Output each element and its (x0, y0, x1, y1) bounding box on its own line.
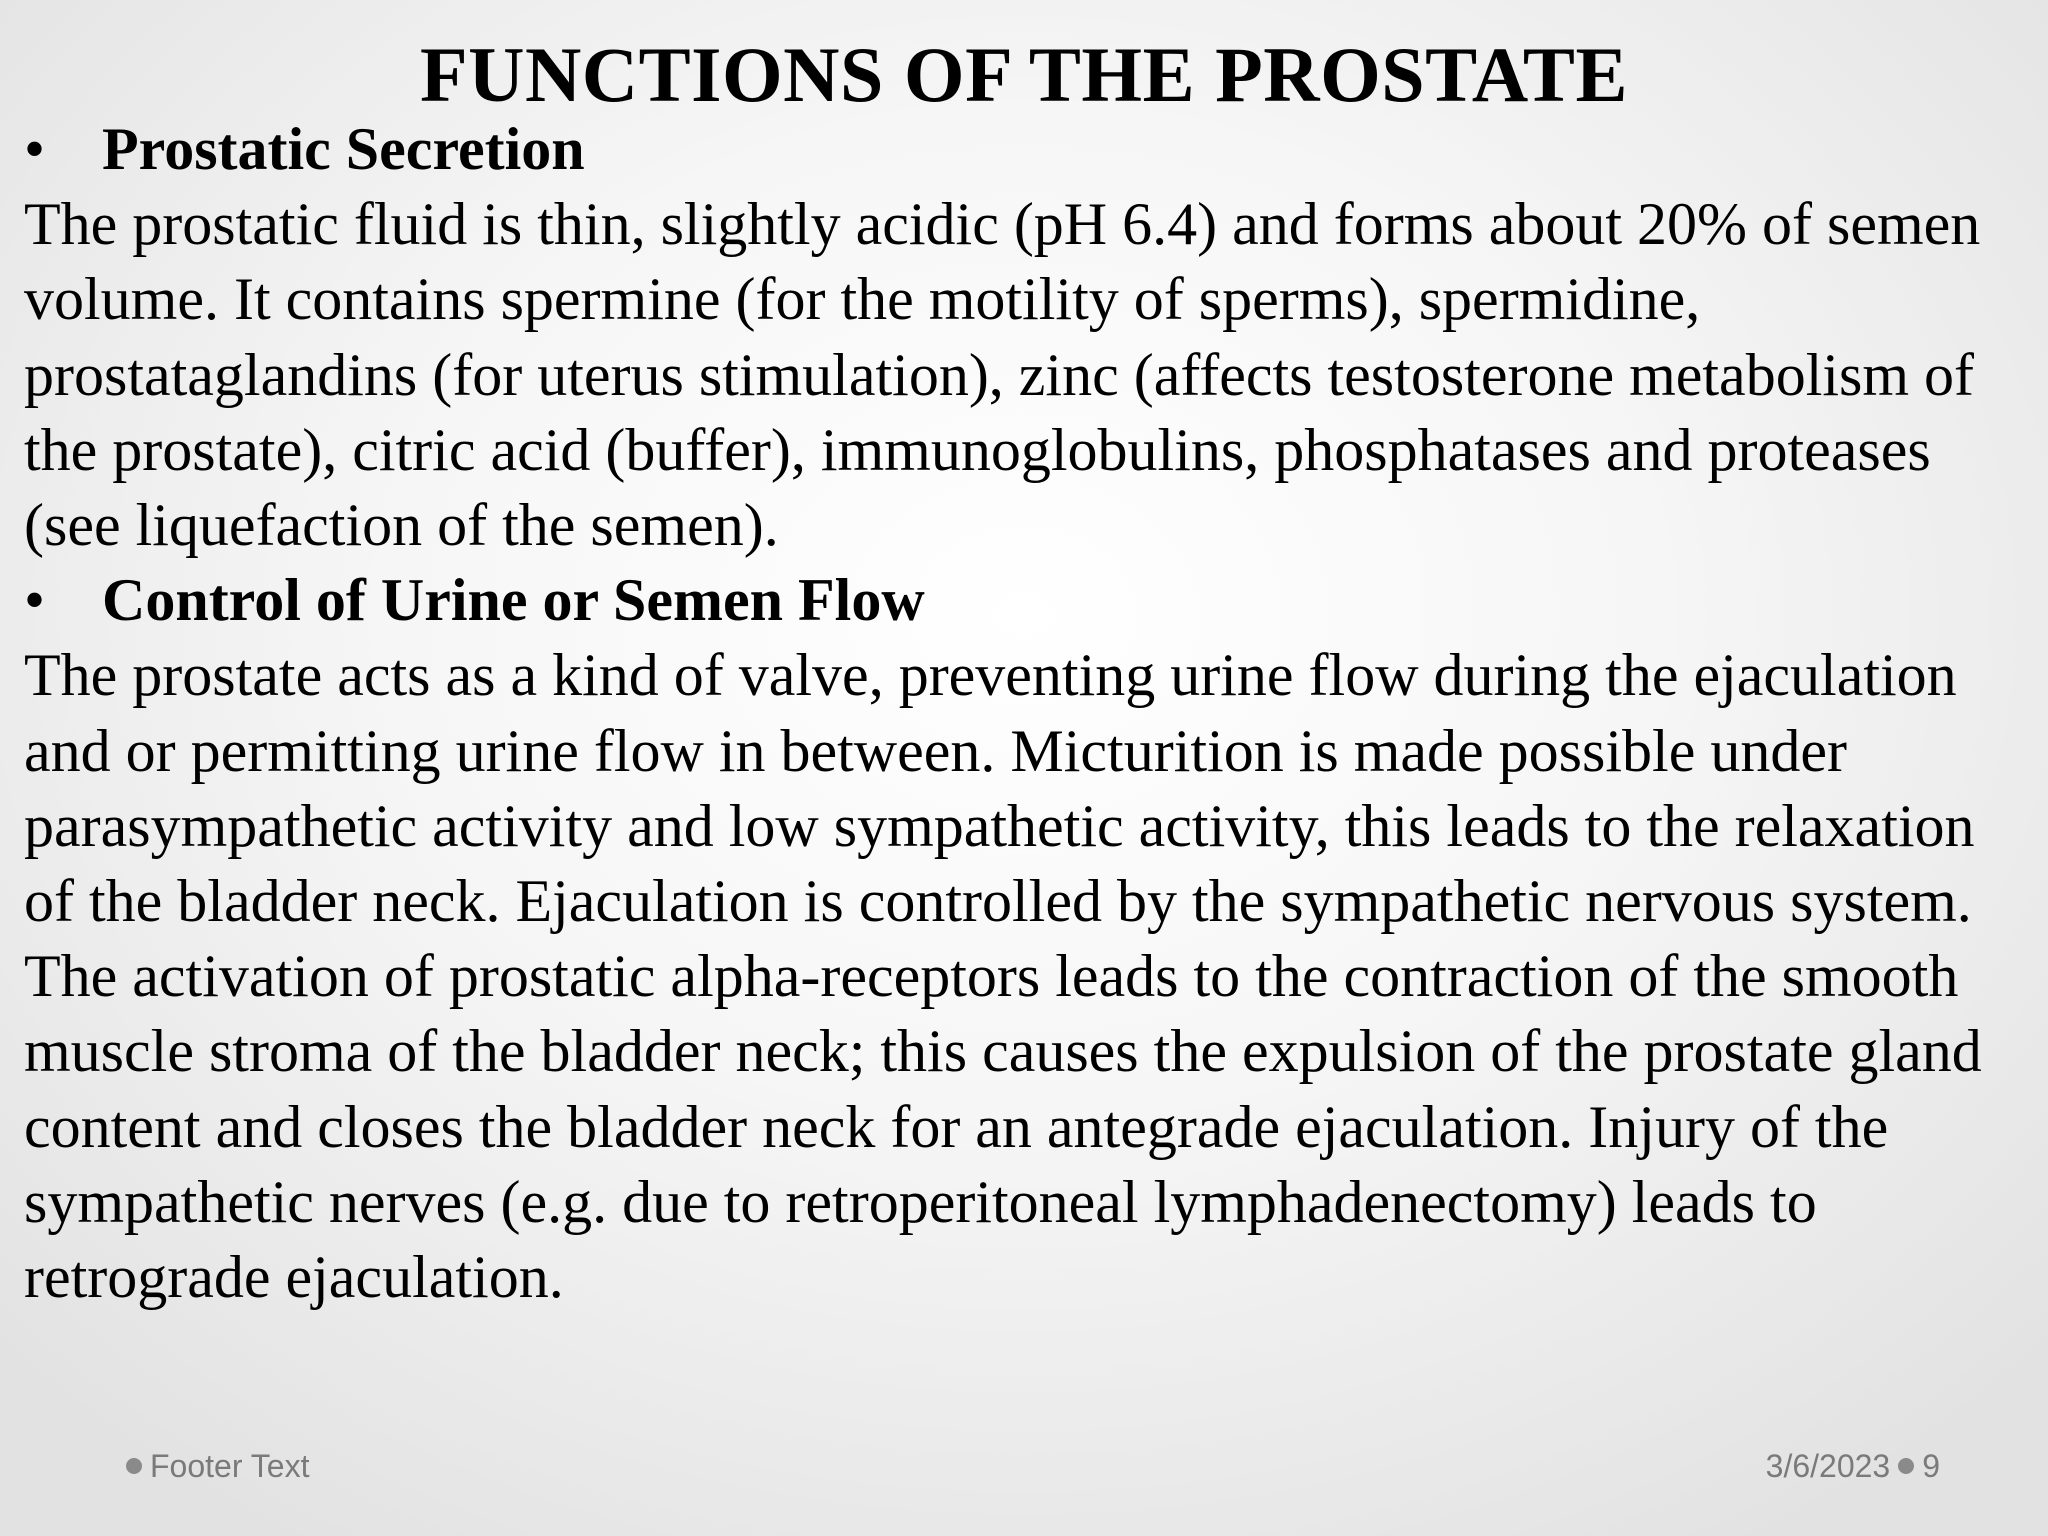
slide-number: 9 (1922, 1448, 1940, 1484)
section-heading-text: Control of Urine or Semen Flow (102, 567, 925, 634)
section-body-prostatic-secretion: The prostatic fluid is thin, slightly acidic (pH 6.4) and forms about 20% of semen volume. It contains spermine (for the motility of sperms), spermidine, prostataglandins (for uterus stimulation), zinc (affects testosterone metabolism of the prostate), citric acid (buffer), immunoglobulins, phosphatases and proteases (see liquefaction of the semen). (24, 191, 1981, 559)
section-heading-prostatic-secretion (24, 112, 2034, 187)
slide-title: FUNCTIONS OF THE PROSTATE (420, 31, 1628, 118)
bullet-icon: • (24, 116, 46, 182)
footer-text: Footer Text (150, 1448, 310, 1484)
footer-right (1766, 1446, 1940, 1486)
footer-dot-icon (126, 1458, 142, 1474)
slide-content (24, 112, 2034, 1315)
footer-dot-icon (1898, 1458, 1914, 1474)
section-heading-text: Prostatic Secretion (102, 116, 585, 182)
section-body-control-of-flow: The prostate acts as a kind of valve, preventing urine flow during the ejaculation and or permitting urine flow in between. Micturition is made possible under parasympathetic activity and low sympathetic activity, this leads to the relaxation of the bladder neck. Ejaculation is controlled by the sympathetic nervous system. The activation of prostatic alpha-receptors leads to the contraction of the smooth muscle stroma of the bladder neck; this causes the expulsion of the prostate gland content and closes the bladder neck for an antegrade ejaculation. Injury of the sympathetic nerves (e.g. due to retroperitoneal lymphadenectomy) leads to retrograde ejaculation. (24, 642, 1982, 1311)
section-heading-control-of-flow (24, 563, 2034, 638)
bullet-icon: • (24, 567, 46, 634)
footer-date: 3/6/2023 (1765, 1448, 1891, 1484)
footer-left (126, 1446, 309, 1486)
